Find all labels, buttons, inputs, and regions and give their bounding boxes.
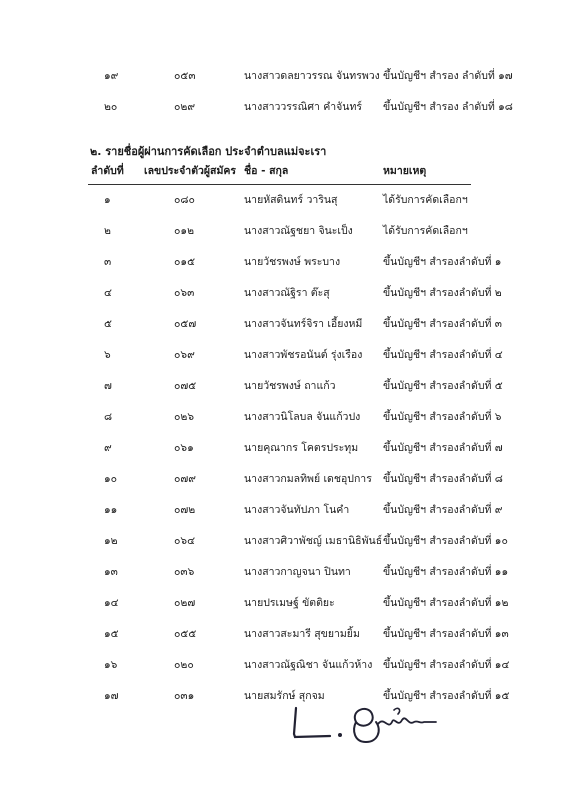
applicant-number: ๐๑๒ xyxy=(174,225,194,237)
table-row xyxy=(0,221,565,241)
header-divider xyxy=(88,184,471,185)
applicant-number: ๐๘๐ xyxy=(174,194,195,206)
header-remark: หมายเหตุ xyxy=(383,165,427,177)
full-name: นางสาวกมลทิพย์ เดชอุปการ xyxy=(244,473,372,485)
full-name: นายคุณากร โคตรประทุม xyxy=(244,442,359,454)
table-row xyxy=(0,407,565,427)
table-row xyxy=(0,438,565,458)
remark: ขึ้นบัญชีฯ สำรอง ลำดับที่ ๑๘ xyxy=(383,101,513,113)
remark: ได้รับการคัดเลือกฯ xyxy=(383,225,468,237)
applicant-number: ๐๕๗ xyxy=(174,318,197,330)
remark: ขึ้นบัญชีฯ สำรองลำดับที่ ๖ xyxy=(383,411,502,423)
applicant-number: ๐๒๙ xyxy=(174,101,196,113)
remark: ขึ้นบัญชีฯ สำรองลำดับที่ ๑๐ xyxy=(383,535,508,547)
full-name: นายวัชรพงษ์ ถาแก้ว xyxy=(244,380,336,392)
remark: ขึ้นบัญชีฯ สำรองลำดับที่ ๒ xyxy=(383,287,502,299)
table-row xyxy=(0,593,565,613)
remark: ขึ้นบัญชีฯ สำรองลำดับที่ ๑๒ xyxy=(383,597,509,609)
row-number: ๑๒ xyxy=(104,535,118,547)
applicant-number: ๐๒๗ xyxy=(174,597,196,609)
table-row xyxy=(0,531,565,551)
header-number: ลำดับที่ xyxy=(91,165,124,177)
full-name: นางสาวศิวาพัชญ์ เมธานิธิพันธ์ xyxy=(244,535,383,547)
full-name: นายสมรักษ์ สุกจม xyxy=(244,690,325,702)
table-row xyxy=(0,562,565,582)
row-number: ๑๖ xyxy=(104,659,118,671)
row-number: ๙ xyxy=(104,442,112,454)
table-row xyxy=(0,376,565,396)
applicant-number: ๐๖๓ xyxy=(174,287,195,299)
row-number: ๒๐ xyxy=(104,101,118,113)
table-row xyxy=(0,686,565,706)
row-number: ๓ xyxy=(104,256,112,268)
row-number: ๔ xyxy=(104,287,112,299)
table-row xyxy=(0,469,565,489)
table-row xyxy=(0,345,565,365)
remark: ขึ้นบัญชีฯ สำรองลำดับที่ ๙ xyxy=(383,504,503,516)
remark: ขึ้นบัญชีฯ สำรองลำดับที่ ๔ xyxy=(383,349,503,361)
row-number: ๑๗ xyxy=(104,690,119,702)
applicant-number: ๐๒๐ xyxy=(174,659,194,671)
table-row xyxy=(0,283,565,303)
applicant-number: ๐๗๕ xyxy=(174,380,197,392)
full-name: นางสาวกาญจนา ปินทา xyxy=(244,566,351,578)
full-name: นางสาวพัชรอนันต์ รุ่งเรือง xyxy=(244,349,363,361)
signature-icon xyxy=(290,700,440,750)
applicant-number: ๐๕๓ xyxy=(174,70,196,82)
table-row xyxy=(0,500,565,520)
remark: ขึ้นบัญชีฯ สำรองลำดับที่ ๗ xyxy=(383,442,503,454)
table-row xyxy=(0,655,565,675)
full-name: นางสาวณัฐชยา จินะเป็ง xyxy=(244,225,353,237)
row-number: ๒ xyxy=(104,225,111,237)
applicant-number: ๐๖๑ xyxy=(174,442,194,454)
table-row xyxy=(0,624,565,644)
table-row xyxy=(0,190,565,210)
row-number: ๑๕ xyxy=(104,628,119,640)
remark: ขึ้นบัญชีฯ สำรองลำดับที่ ๕ xyxy=(383,380,503,392)
remark: ขึ้นบัญชีฯ สำรองลำดับที่ ๑ xyxy=(383,256,502,268)
row-number: ๑๑ xyxy=(104,504,118,516)
full-name: นางสาวจันทร์จิรา เอี้ยงหมี xyxy=(244,318,363,330)
row-number: ๗ xyxy=(104,380,112,392)
row-number: ๑๐ xyxy=(104,473,118,485)
full-name: นางสาววรรณิศา คำจันทร์ xyxy=(244,101,363,113)
table-row xyxy=(0,252,565,272)
applicant-number: ๐๖๙ xyxy=(174,349,195,361)
applicant-number: ๐๗๙ xyxy=(174,473,196,485)
header-full-name: ชื่อ - สกุล xyxy=(244,165,289,177)
full-name: นางสาวนิโลบล จันแก้วปง xyxy=(244,411,361,423)
row-number: ๑๔ xyxy=(104,597,119,609)
applicant-number: ๐๗๒ xyxy=(174,504,196,516)
section-title: ๒. รายชื่อผู้ผ่านการคัดเลือก ประจำตำบลแม่จะเรา xyxy=(90,145,327,158)
remark: ขึ้นบัญชีฯ สำรองลำดับที่ ๑๔ xyxy=(383,659,510,671)
applicant-number: ๐๕๕ xyxy=(174,628,197,640)
row-number: ๑ xyxy=(104,194,111,206)
remark: ขึ้นบัญชีฯ สำรอง ลำดับที่ ๑๗ xyxy=(383,70,513,82)
full-name: นายปรเมษฐ์ ขัตติยะ xyxy=(244,597,335,609)
full-name: นางสาวณัฐิรา ต๊ะสุ xyxy=(244,287,330,299)
table-row xyxy=(0,97,565,117)
applicant-number: ๐๓๑ xyxy=(174,690,195,702)
full-name: นางสาวณัฐณิชา จันแก้วห้าง xyxy=(244,659,373,671)
table-row xyxy=(0,66,565,86)
row-number: ๑๓ xyxy=(104,566,118,578)
applicant-number: ๐๒๖ xyxy=(174,411,194,423)
remark: ได้รับการคัดเลือกฯ xyxy=(383,194,468,206)
row-number: ๖ xyxy=(104,349,111,361)
full-name: นายวัชรพงษ์ พระบาง xyxy=(244,256,341,268)
remark: ขึ้นบัญชีฯ สำรองลำดับที่ ๑๕ xyxy=(383,690,510,702)
row-number: ๕ xyxy=(104,318,112,330)
full-name: นางสาวสะมารี สุขยามยิ้ม xyxy=(244,628,360,640)
remark: ขึ้นบัญชีฯ สำรองลำดับที่ ๘ xyxy=(383,473,503,485)
remark: ขึ้นบัญชีฯ สำรองลำดับที่ ๓ xyxy=(383,318,502,330)
full-name: นางสาวดลยาวรรณ จันทรพวง xyxy=(244,70,380,82)
applicant-number: ๐๖๔ xyxy=(174,535,196,547)
remark: ขึ้นบัญชีฯ สำรองลำดับที่ ๑๓ xyxy=(383,628,509,640)
row-number: ๘ xyxy=(104,411,113,423)
full-name: นางสาวจันทัปภา โนคำ xyxy=(244,504,350,516)
remark: ขึ้นบัญชีฯ สำรองลำดับที่ ๑๑ xyxy=(383,566,509,578)
applicant-number: ๐๓๖ xyxy=(174,566,195,578)
table-row xyxy=(0,314,565,334)
applicant-number: ๐๑๕ xyxy=(174,256,196,268)
header-applicant-number: เลขประจำตัวผู้สมัคร xyxy=(144,165,237,177)
row-number: ๑๙ xyxy=(104,70,119,82)
full-name: นายหัสดินทร์ วารินสุ xyxy=(244,194,338,206)
